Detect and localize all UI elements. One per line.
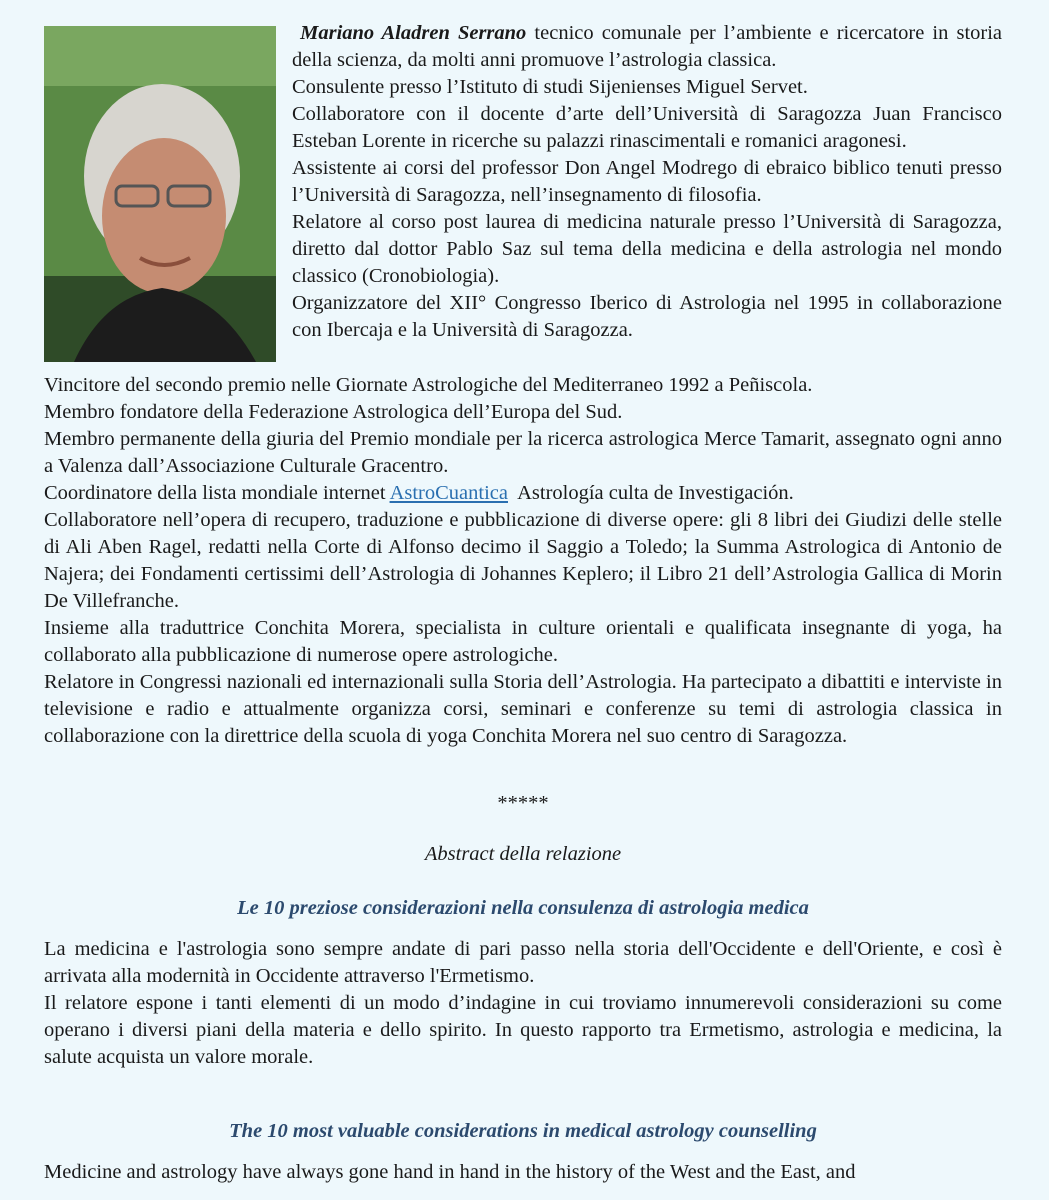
abstract-section — [44, 841, 1002, 1186]
bio-intro-text: tecnico comunale per l’ambiente e ricercatore in storia della scienza, da molti anni promuove l’astrologia classica. — [292, 22, 1003, 71]
bio-paragraph: Insieme alla traduttrice Conchita Morera, specialista in culture orientali e qualificata insegnante di yoga, ha collaborato alla pubblicazione di numerose opere astrologiche. — [44, 617, 1002, 666]
section-separator: ***** — [497, 792, 549, 814]
astrocuantica-link[interactable]: AstroCuantica — [389, 482, 508, 504]
coordinator-suffix: Astrología culta de Investigación. — [507, 482, 794, 504]
bio-paragraph: Relatore al corso post laurea di medicina naturale presso l’Università di Saragozza, diretto dal dottor Pablo Saz sul tema della medicina e della astrologia nel mondo classico (Cronobiologia). — [292, 211, 1002, 287]
abstract-paragraph-it: La medicina e l'astrologia sono sempre andate di pari passo nella storia dell'Occidente e dell'Oriente, e così è arrivata alla modernità in Occidente attraverso l'Ermetismo. — [44, 938, 1002, 987]
bio-paragraph: Assistente ai corsi del professor Don Angel Modrego di ebraico biblico tenuti presso l’Università di Saragozza, nell’insegnamento di filosofia. — [292, 157, 1002, 206]
author-photo — [44, 26, 276, 362]
bio-paragraph: Membro fondatore della Federazione Astrologica dell’Europa del Sud. — [44, 401, 623, 423]
bio-paragraph: Membro permanente della giuria del Premio mondiale per la ricerca astrologica Merce Tamarit, assegnato ogni anno a Valenza dall’Associazione Culturale Gracentro. — [44, 428, 1002, 477]
author-name: Mariano Aladren Serrano — [300, 22, 527, 44]
bio-coordinator — [44, 480, 1002, 507]
talk-title-english: The 10 most valuable considerations in medical astrology counselling — [229, 1120, 817, 1142]
bio-paragraph: Organizzatore del XII° Congresso Iberico di Astrologia nel 1995 in collaborazione con Ibercaja e la Università di Saragozza. — [292, 292, 1002, 341]
bio-paragraph: Vincitore del secondo premio nelle Giornate Astrologiche del Mediterraneo 1992 a Peñiscola. — [44, 374, 813, 396]
talk-title-italian: Le 10 preziose considerazioni nella consulenza di astrologia medica — [237, 897, 809, 919]
abstract-label: Abstract della relazione — [424, 843, 622, 865]
bio-paragraph: Consulente presso l’Istituto di studi Sijenienses Miguel Servet. — [292, 76, 808, 98]
bio-paragraph: Collaboratore nell’opera di recupero, traduzione e pubblicazione di diverse opere: gli 8 libri dei Giudizi delle stelle di Ali Aben Ragel, redatti nella Corte di Alfonso decimo il Saggio a Toledo; la Summa Astrologica di Antonio de Najera; dei Fondamenti certissimi dell’Astrologia di Johannes Keplero; il Libro 21 dell’Astrologia Gallica di Morin De Villefranche. — [44, 509, 1002, 612]
bio-paragraph: Collaboratore con il docente d’arte dell’Università di Saragozza Juan Francisco Esteban Lorente in ricerche su palazzi rinascimentali e romanici aragonesi. — [292, 103, 1002, 152]
coordinator-text: Coordinatore della lista mondiale internet — [44, 482, 390, 504]
abstract-paragraph-en: Medicine and astrology have always gone hand in hand in the history of the West and the East, and — [44, 1161, 856, 1183]
abstract-paragraph-it: Il relatore espone i tanti elementi di un modo d’indagine in cui troviamo innumerevoli considerazioni su come operano i diversi piani della materia e dello spirito. In questo rapporto tra Ermetismo, astrologia e medicina, la salute acquista un valore morale. — [44, 992, 1002, 1068]
bio-paragraph: Relatore in Congressi nazionali ed internazionali sulla Storia dell’Astrologia. Ha partecipato a dibattiti e interviste in televisione e radio e attualmente organizza corsi, seminari e conferenze su temi di astrologia classica in collaborazione con la direttrice della scuola di yoga Conchita Morera nel suo centro di Saragozza. — [44, 671, 1002, 747]
author-portrait-image — [44, 26, 276, 362]
